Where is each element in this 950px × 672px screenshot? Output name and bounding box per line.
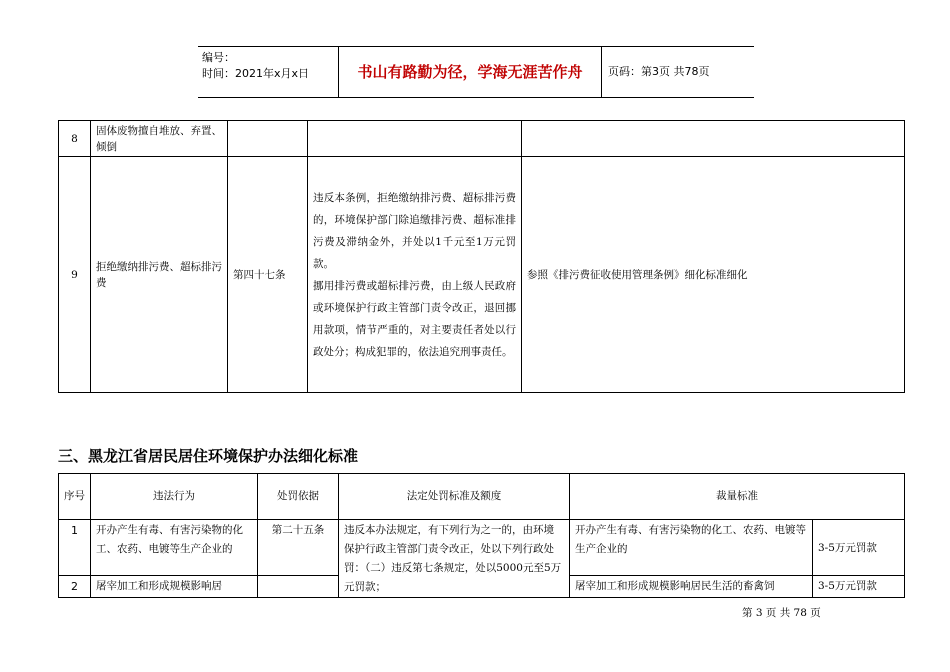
regulation-table-continued: [58, 120, 905, 393]
row-number: 9: [59, 157, 91, 393]
penalty-basis: 第四十七条: [228, 157, 308, 393]
discretion-condition: 屠宰加工和形成规模影响居民生活的畜禽饲: [570, 576, 813, 598]
table-header-row: [59, 474, 905, 520]
discretion-table: [58, 473, 905, 598]
document-date-label: 时间：2021年x月x日: [202, 67, 310, 80]
violation-behavior: 固体废物擅自堆放、弃置、倾倒: [91, 121, 228, 157]
column-header-no: 序号: [59, 474, 91, 520]
discretion-standard: 参照《排污费征收使用管理条例》细化标准细化: [522, 157, 905, 393]
header-info-cell: [198, 47, 339, 97]
table-row: [59, 121, 905, 157]
page-footer: 第 3 页 共 78 页: [742, 607, 821, 619]
column-header-discretion: 裁量标准: [570, 474, 905, 520]
violation-behavior: 拒绝缴纳排污费、超标排污费: [91, 157, 228, 393]
table-row: [59, 157, 905, 393]
ruling-paragraph: 挪用排污费或超标排污费，由上级人民政府或环境保护行政主管部门责令改正，退回挪用款项，情节严重的，对主要责任者处以行政处分；构成犯罪的，依法追究刑事责任。: [313, 279, 516, 358]
legal-penalty-standard: 违反本办法规定，有下列行为之一的，由环境保护行政主管部门责令改正，处以下列行政处罚：（二）违反第七条规定，处以5000元至5万元罚款；: [339, 520, 570, 598]
discretion-penalty: 3-5万元罚款: [813, 520, 905, 576]
row-number: 1: [59, 520, 91, 576]
column-header-standard: 法定处罚标准及额度: [339, 474, 570, 520]
header-motto: 书山有路勤为径，学海无涯苦作舟: [339, 47, 602, 97]
page-header: [198, 46, 754, 98]
row-number: 8: [59, 121, 91, 157]
penalty-basis: [228, 121, 308, 157]
table-row: [59, 520, 905, 576]
document-number-label: 编号：: [202, 51, 235, 64]
violation-behavior: 屠宰加工和形成规模影响居: [91, 576, 258, 598]
ruling-paragraph: 违反本条例，拒绝缴纳排污费、超标排污费的，环境保护部门除追缴排污费、超标准排污费及滞纳金外，并处以1千元至1万元罚款。: [313, 191, 516, 270]
discretion-standard: [522, 121, 905, 157]
header-page-label: 页码：第3页 共78页: [608, 65, 710, 78]
row-number: 2: [59, 576, 91, 598]
section-title: 三、黑龙江省居民居住环境保护办法细化标准: [58, 447, 359, 465]
legal-penalty-standard: [308, 157, 522, 393]
column-header-behavior: 违法行为: [91, 474, 258, 520]
discretion-condition: 开办产生有毒、有害污染物的化工、农药、电镀等生产企业的: [570, 520, 813, 576]
penalty-basis: [258, 576, 339, 598]
legal-penalty-standard: [308, 121, 522, 157]
violation-behavior: 开办产生有毒、有害污染物的化工、农药、电镀等生产企业的: [91, 520, 258, 576]
discretion-penalty: 3-5万元罚款: [813, 576, 905, 598]
penalty-basis: 第二十五条: [258, 520, 339, 576]
column-header-basis: 处罚依据: [258, 474, 339, 520]
